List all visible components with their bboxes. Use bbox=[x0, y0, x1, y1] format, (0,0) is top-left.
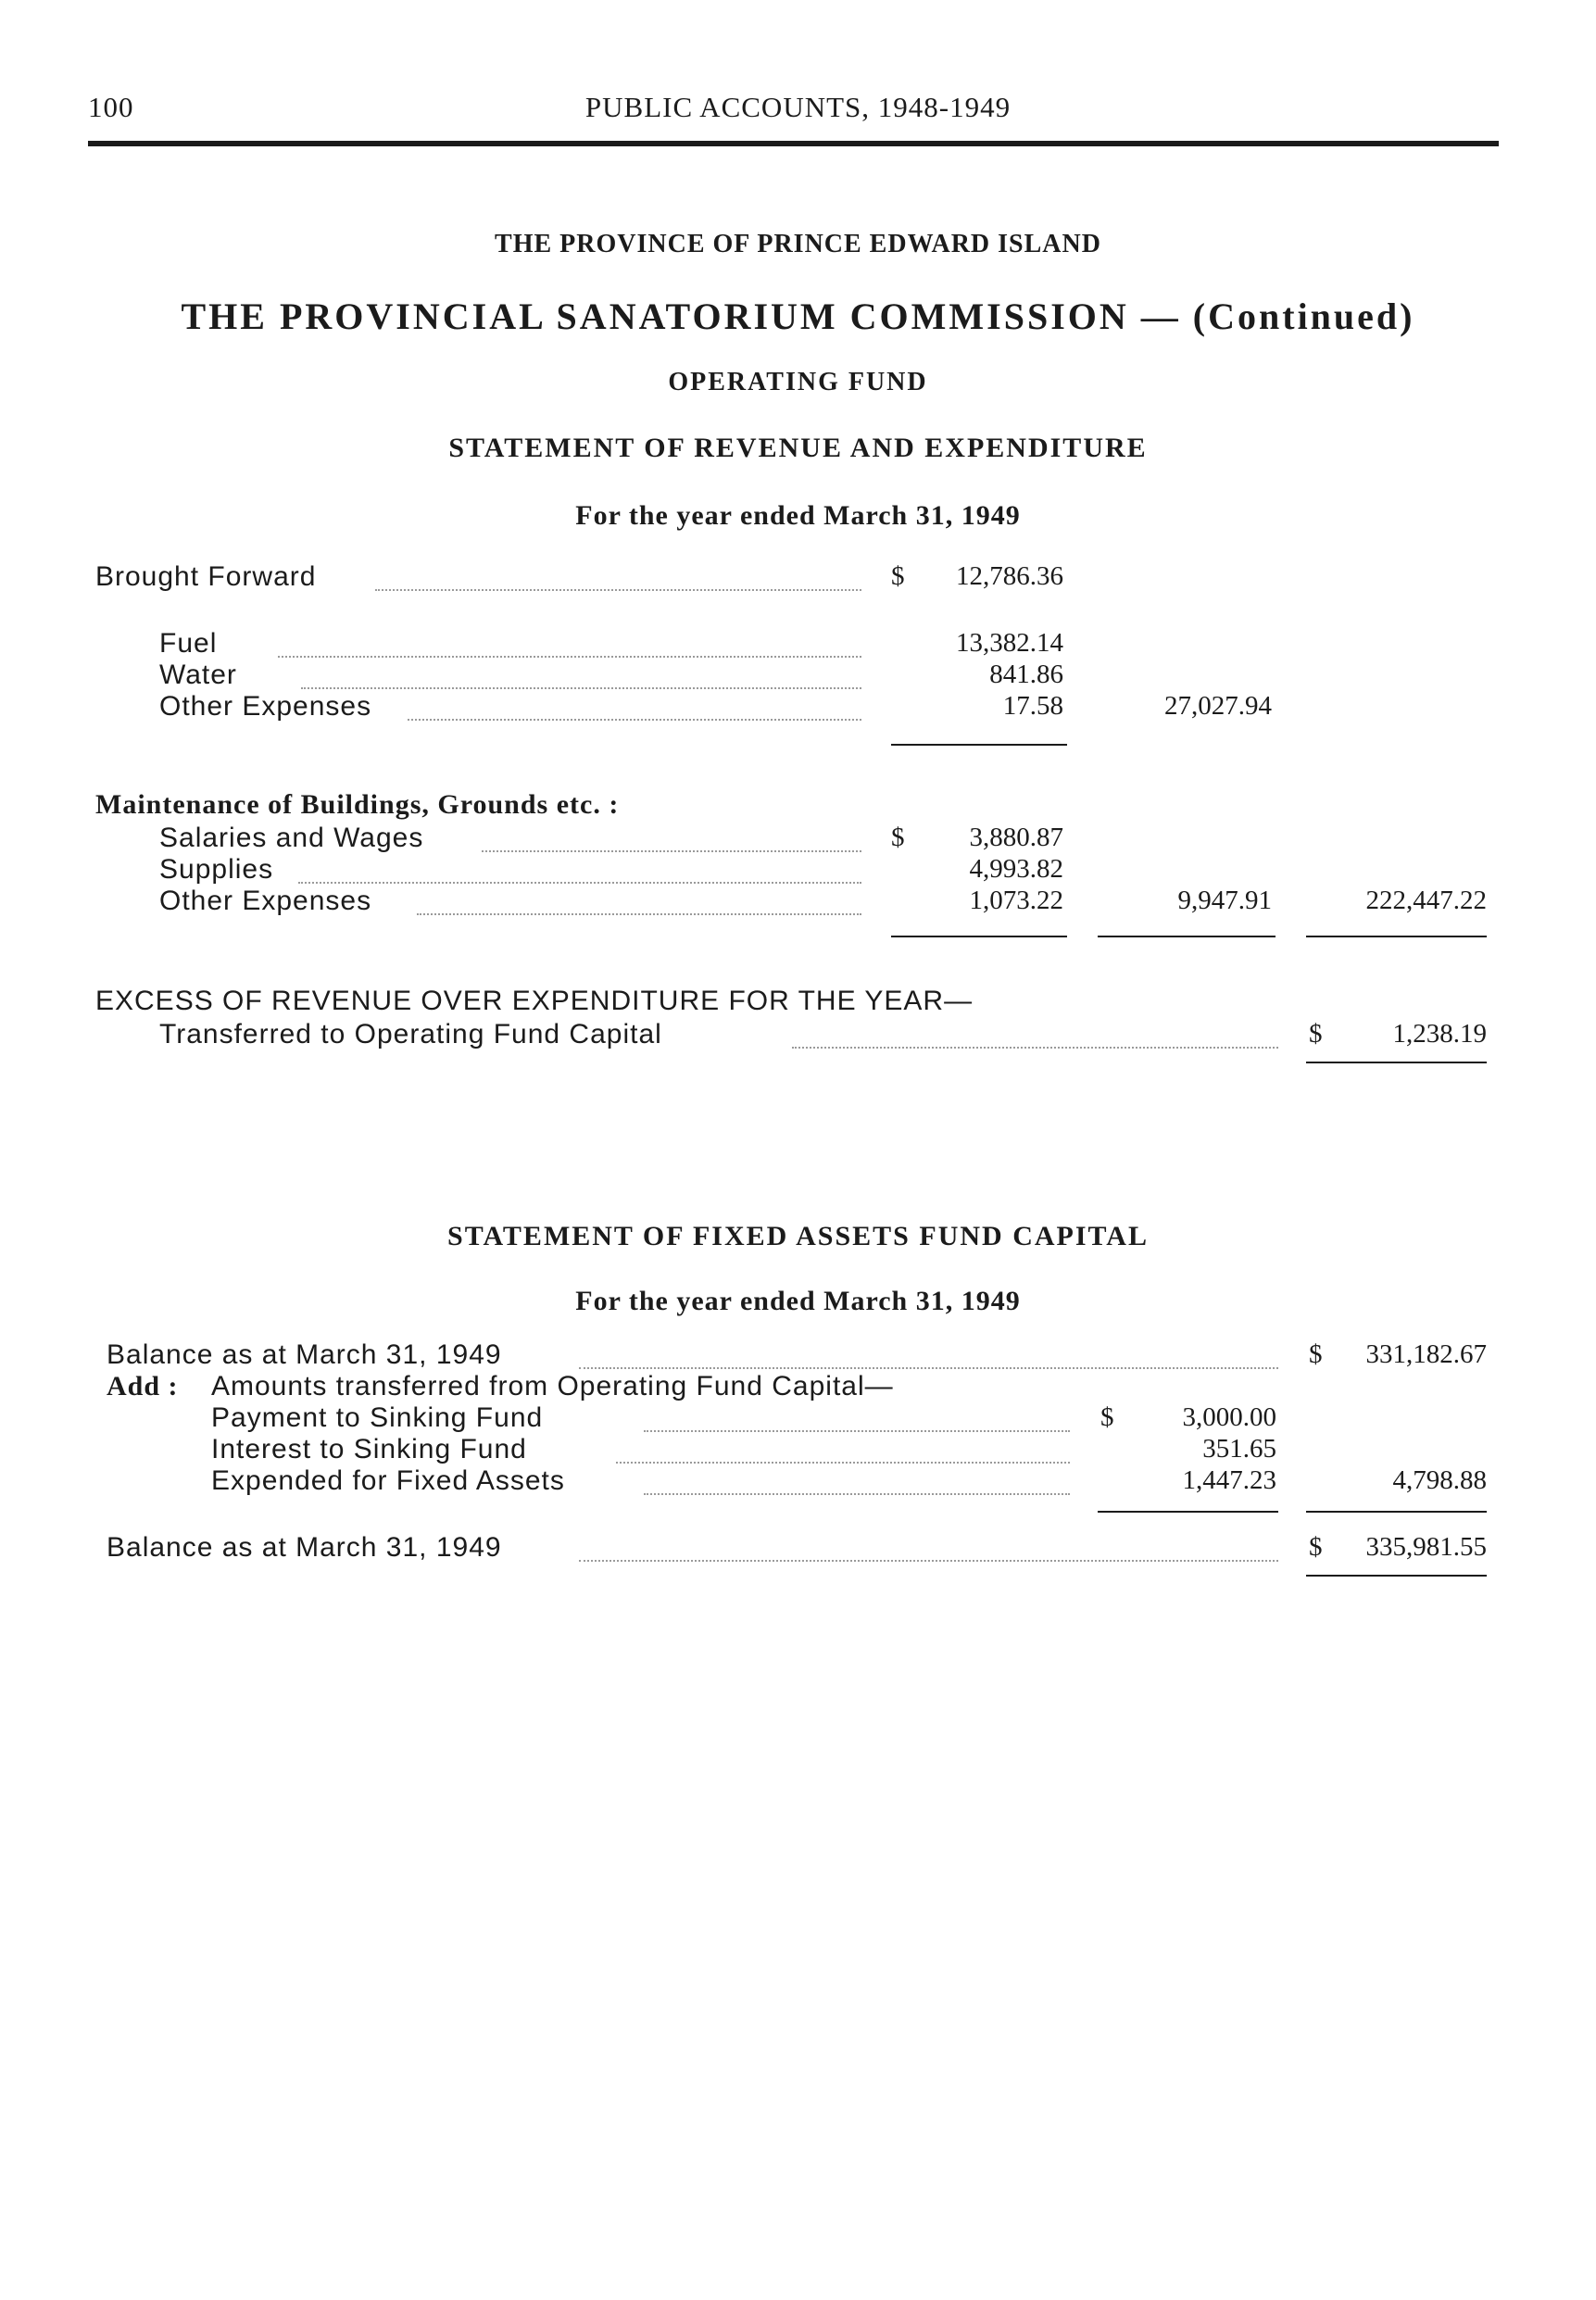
total-rule bbox=[1306, 1062, 1487, 1063]
brought-forward-amount: 12,786.36 bbox=[956, 561, 1063, 591]
expense-label: Other Expenses bbox=[159, 691, 372, 722]
column-rule bbox=[1098, 936, 1276, 937]
maintenance-amount: 1,073.22 bbox=[969, 886, 1063, 915]
header-rule bbox=[88, 141, 1499, 146]
expense-label: Water bbox=[159, 660, 237, 690]
column-rule bbox=[1306, 936, 1487, 937]
fixed-assets-period: For the year ended March 31, 1949 bbox=[575, 1286, 1021, 1316]
maintenance-subtotal: 9,947.91 bbox=[1177, 886, 1272, 915]
province-title: THE PROVINCE OF PRINCE EDWARD ISLAND bbox=[495, 230, 1101, 258]
add-heading: Amounts transferred from Operating Fund Capital— bbox=[211, 1371, 894, 1401]
currency-sign: $ bbox=[1100, 1402, 1114, 1432]
running-title: PUBLIC ACCOUNTS, 1948-1949 bbox=[584, 91, 1012, 123]
group-total-amount: 27,027.94 bbox=[1164, 691, 1272, 721]
transfer-amount: 1,447.23 bbox=[1182, 1465, 1276, 1495]
currency-sign: $ bbox=[1309, 1019, 1323, 1049]
subtotal-rule bbox=[891, 744, 1067, 746]
transfer-amount: 3,000.00 bbox=[1182, 1402, 1276, 1432]
brought-forward-label: Brought Forward bbox=[95, 561, 317, 592]
closing-balance-label: Balance as at March 31, 1949 bbox=[107, 1532, 502, 1563]
opening-balance-amount: 331,182.67 bbox=[1365, 1339, 1487, 1369]
expenditure-grand-total: 222,447.22 bbox=[1365, 886, 1487, 915]
expense-label: Fuel bbox=[159, 628, 218, 659]
transfer-label: Expended for Fixed Assets bbox=[211, 1465, 565, 1496]
excess-amount: 1,238.19 bbox=[1392, 1019, 1487, 1049]
maintenance-label: Supplies bbox=[159, 854, 274, 885]
column-rule bbox=[1098, 1511, 1278, 1513]
dot-leader bbox=[408, 719, 861, 721]
page-number: 100 bbox=[88, 91, 134, 123]
currency-sign: $ bbox=[1309, 1339, 1323, 1369]
excess-heading: EXCESS OF REVENUE OVER EXPENDITURE FOR THE YEAR— bbox=[95, 986, 974, 1016]
excess-label: Transferred to Operating Fund Capital bbox=[159, 1019, 662, 1049]
dot-leader bbox=[616, 1462, 1070, 1464]
closing-balance-amount: 335,981.55 bbox=[1365, 1532, 1487, 1562]
maintenance-amount: 4,993.82 bbox=[969, 854, 1063, 884]
dot-leader bbox=[375, 589, 861, 591]
commission-title: THE PROVINCIAL SANATORIUM COMMISSION — (Continued) bbox=[181, 295, 1415, 337]
add-prefix: Add : bbox=[107, 1371, 179, 1401]
total-rule bbox=[1306, 1575, 1487, 1577]
currency-sign: $ bbox=[1309, 1532, 1323, 1562]
dot-leader bbox=[482, 850, 861, 852]
statement-period: For the year ended March 31, 1949 bbox=[575, 500, 1021, 531]
expense-amount: 841.86 bbox=[989, 660, 1063, 689]
transfer-label: Payment to Sinking Fund bbox=[211, 1402, 544, 1433]
column-rule bbox=[1306, 1511, 1487, 1513]
currency-sign: $ bbox=[891, 561, 905, 591]
opening-balance-label: Balance as at March 31, 1949 bbox=[107, 1339, 502, 1370]
dot-leader bbox=[579, 1560, 1278, 1562]
dot-leader bbox=[298, 882, 861, 884]
expense-amount: 13,382.14 bbox=[956, 628, 1063, 658]
expense-amount: 17.58 bbox=[1002, 691, 1063, 721]
maintenance-label: Other Expenses bbox=[159, 886, 372, 916]
maintenance-heading: Maintenance of Buildings, Grounds etc. : bbox=[95, 789, 620, 820]
dot-leader bbox=[278, 656, 861, 658]
fund-title: OPERATING FUND bbox=[668, 368, 928, 396]
column-rule bbox=[891, 936, 1067, 937]
dot-leader bbox=[792, 1047, 1278, 1049]
dot-leader bbox=[579, 1367, 1278, 1369]
transfer-total: 4,798.88 bbox=[1392, 1465, 1487, 1495]
transfer-amount: 351.65 bbox=[1202, 1434, 1276, 1464]
fixed-assets-title: STATEMENT OF FIXED ASSETS FUND CAPITAL bbox=[447, 1221, 1149, 1251]
dot-leader bbox=[644, 1493, 1070, 1495]
currency-sign: $ bbox=[891, 823, 905, 852]
statement-title: STATEMENT OF REVENUE AND EXPENDITURE bbox=[448, 433, 1148, 463]
maintenance-amount: 3,880.87 bbox=[969, 823, 1063, 852]
transfer-label: Interest to Sinking Fund bbox=[211, 1434, 527, 1464]
dot-leader bbox=[301, 687, 861, 689]
dot-leader bbox=[644, 1430, 1070, 1432]
dot-leader bbox=[417, 913, 861, 915]
maintenance-label: Salaries and Wages bbox=[159, 823, 424, 853]
